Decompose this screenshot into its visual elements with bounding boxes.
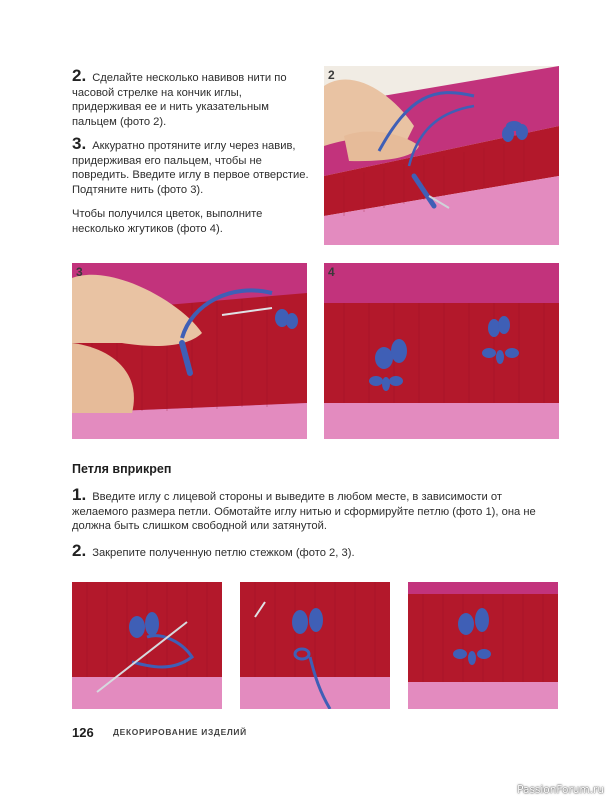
- photo-loop-2: [240, 582, 390, 709]
- section-heading: Петля вприкреп: [72, 462, 172, 476]
- flower-note: Чтобы получился цветок, выполните несколько жгутиков (фото 4).: [72, 208, 263, 235]
- step-3-number: 3.: [72, 134, 87, 153]
- loop-step-2-text: 2. Закрепите полученную петлю стежком (фото 2, 3).: [72, 541, 355, 560]
- photo-4-flowers: [324, 263, 559, 439]
- step-2-text: 2. Сделайте несколько навивов нити по часовой стрелке на кончик иглы, придерживая ее и нить указательным пальцем (фото 2).: [72, 66, 287, 128]
- photo-2-wrapping-thread: [324, 66, 559, 245]
- photo-3-label: 3: [76, 265, 83, 279]
- loop-step-1-text: 1. Введите иглу с лицевой стороны и выведите в любом месте, в зависимости от желаемого размера петли. Обмотайте иглу нитью и сформируйте петлю (фото 1), она не должна быть слишком свободной или затянутой.: [72, 485, 536, 533]
- loop-step-1-number: 1.: [72, 485, 87, 504]
- photo-3-pulling-needle: [72, 263, 307, 439]
- page-number: 126: [72, 725, 94, 740]
- photo-4-label: 4: [328, 265, 335, 279]
- photo-loop-3: [408, 582, 558, 709]
- step-2-number: 2.: [72, 66, 87, 85]
- photo-2-label: 2: [328, 68, 335, 82]
- loop-step-2-number: 2.: [72, 541, 87, 560]
- step-3-text: 3. Аккуратно протяните иглу через навив, придерживая его пальцем, чтобы не повредить. Введите иглу в первое отверстие. Подтяните нить (фото 3).: [72, 134, 309, 196]
- photo-loop-1: [72, 582, 222, 709]
- running-section-title: ДЕКОРИРОВАНИЕ ИЗДЕЛИЙ: [113, 727, 247, 737]
- watermark: PassionForum.ru: [517, 784, 604, 796]
